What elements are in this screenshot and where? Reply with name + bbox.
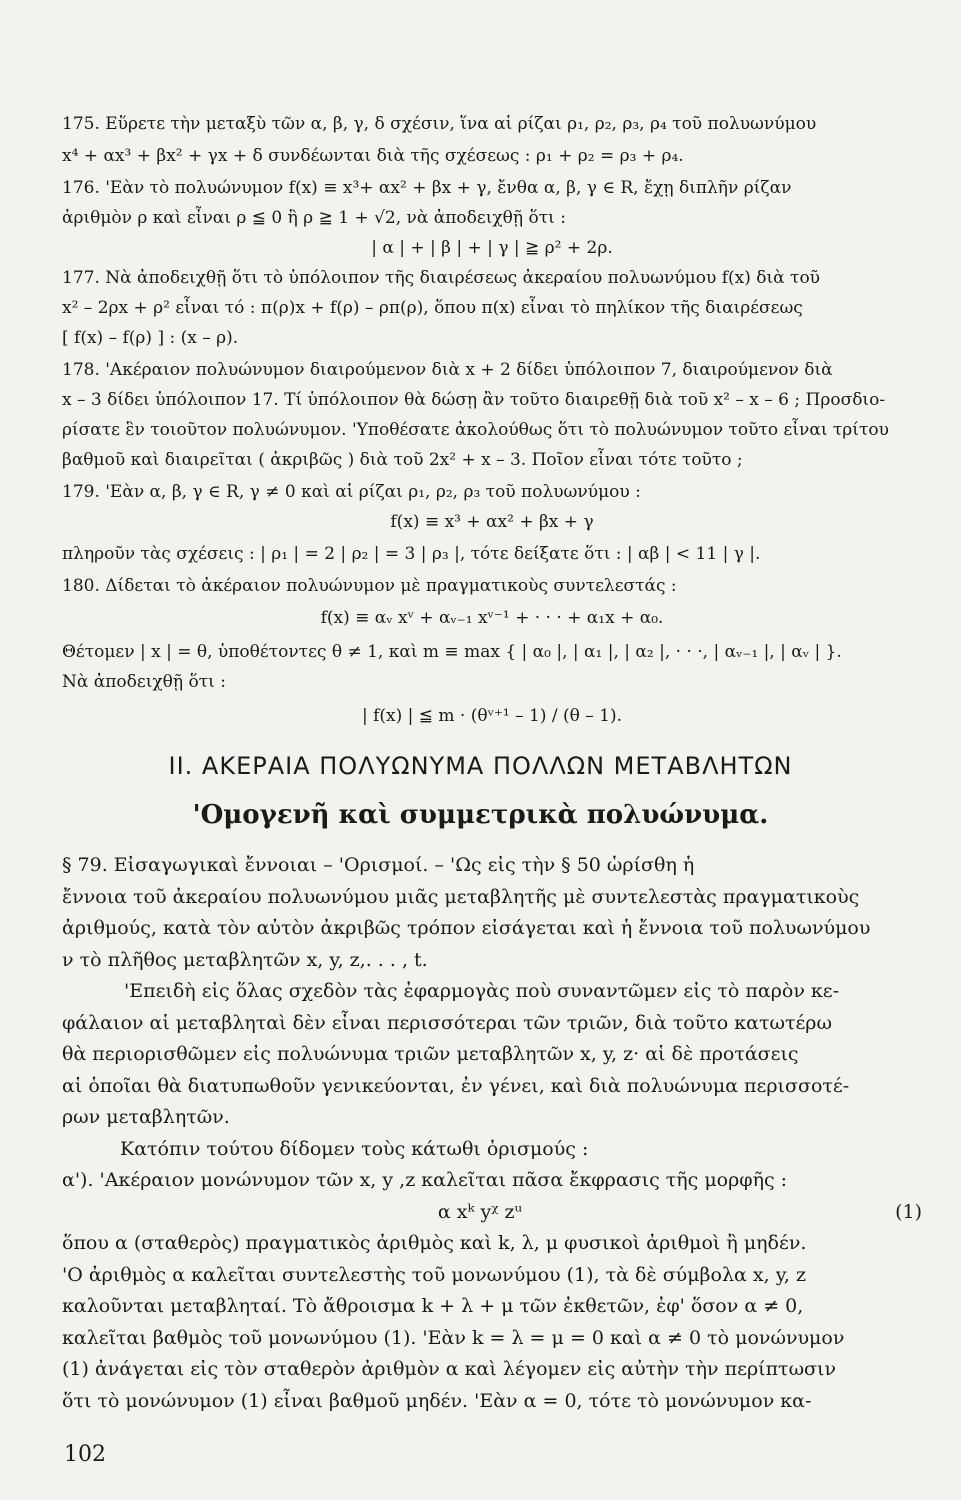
body-line: 'Επειδὴ εἰς ὅλας σχεδὸν τὰς ἐφαρμογὰς ποὺ συναντῶμεν εἰς τὸ παρὸν κε- — [124, 980, 840, 1002]
body-line: (1) ἀνάγεται εἰς τὸν σταθερὸν ἀριθμὸν α καὶ λέγομεν εἰς αὐτὴν τὴν περίπτωσιν — [62, 1358, 837, 1380]
body-line: αἱ ὁποῖαι θὰ διατυπωθοῦν γενικεύονται, ἐν γένει, καὶ διὰ πολυώνυμα περισσοτέ- — [62, 1075, 850, 1097]
body-line: φάλαιον αἱ μεταβληταὶ δὲν εἶναι περισσότεραι τῶν τριῶν, διὰ τοῦτο κατωτέρω — [62, 1012, 832, 1034]
exercise-177-line-3: [ f(x) – f(ρ) ] : (x – ρ). — [62, 328, 239, 348]
exercise-180-inequality: | f(x) | ≦ m · (θᵛ⁺¹ – 1) / (θ – 1). — [361, 706, 623, 726]
section-title: II. ΑΚΕΡΑΙΑ ΠΟΛΥΩΝΥΜΑ ΠΟΛΛΩΝ ΜΕΤΑΒΛΗΤΩΝ — [168, 752, 793, 780]
exercise-178-line-4: βαθμοῦ καὶ διαιρεῖται ( ἀκριβῶς ) διὰ τοῦ 2x² + x – 3. Ποῖον εἶναι τότε τοῦτο ; — [62, 450, 743, 470]
body-line: ἔννοια τοῦ ἀκεραίου πολυωνύμου μιᾶς μεταβλητῆς μὲ συντελεστὰς πραγματικοὺς — [62, 886, 860, 908]
exercise-180-line-1: 180. Δίδεται τὸ ἀκέραιον πολυώνυμον μὲ πραγματικοὺς συντελεστάς : — [62, 576, 677, 596]
exercise-175-line-1: 175. Εὕρετε τὴν μεταξὺ τῶν α, β, γ, δ σχέσιν, ἵνα αἱ ρίζαι ρ₁, ρ₂, ρ₃, ρ₄ τοῦ πολυωνύμου — [62, 114, 817, 134]
exercise-178-line-3: ρίσατε ἓν τοιοῦτον πολυώνυμον. 'Υποθέσατε ἀκολούθως ὅτι τὸ πολυώνυμον τοῦτο εἶναι τρίτου — [62, 420, 889, 440]
exercise-176-formula: | α | + | β | + | γ | ≧ ρ² + 2ρ. — [371, 238, 613, 258]
exercise-177-line-1: 177. Νὰ ἀποδειχθῇ ὅτι τὸ ὑπόλοιπον τῆς διαιρέσεως ἀκεραίου πολυωνύμου f(x) διὰ τοῦ — [62, 268, 821, 288]
equation-number: (1) — [895, 1201, 922, 1223]
body-line: ὅπου α (σταθερὸς) πραγματικὸς ἀριθμὸς καὶ k, λ, μ φυσικοὶ ἀριθμοὶ ἢ μηδέν. — [62, 1232, 807, 1254]
paragraph-79-heading-line: § 79. Εἰσαγωγικαὶ ἔννοιαι – 'Ορισμοί. – 'Ως εἰς τὴν § 50 ὡρίσθη ἡ — [62, 854, 695, 876]
exercise-180-formula: f(x) ≡ αᵥ xᵛ + αᵥ₋₁ xᵛ⁻¹ + · · · + α₁x + α₀. — [320, 608, 664, 628]
page-number: 102 — [64, 1442, 106, 1467]
exercise-180-line-2: Θέτομεν | x | = θ, ὑποθέτοντες θ ≠ 1, καὶ m ≡ max { | α₀ |, | α₁ |, | α₂ |, · · ·, | αᵥ₋₁ |, | αᵥ | }. — [62, 642, 842, 662]
exercise-176-line-1: 176. 'Εὰν τὸ πολυώνυμον f(x) ≡ x³+ αx² + βx + γ, ἔνθα α, β, γ ∈ R, ἔχῃ διπλῆν ρίζαν — [62, 178, 792, 198]
body-line: ρων μεταβλητῶν. — [62, 1106, 230, 1128]
monomial-formula: α xᵏ yᵡ zᵘ — [437, 1201, 523, 1223]
body-line: Κατόπιν τούτου δίδομεν τοὺς κάτωθι ὁρισμούς : — [120, 1138, 589, 1160]
body-line: καλεῖται βαθμὸς τοῦ μονωνύμου (1). 'Εὰν k = λ = μ = 0 καὶ α ≠ 0 τὸ μονώνυμον — [62, 1327, 845, 1349]
body-line: θὰ περιορισθῶμεν εἰς πολυώνυμα τριῶν μεταβλητῶν x, y, z· αἱ δὲ προτάσεις — [62, 1043, 799, 1065]
definition-a-line: α'). 'Ακέραιον μονώνυμον τῶν x, y ,z καλεῖται πᾶσα ἔκφρασις τῆς μορφῆς : — [62, 1169, 788, 1191]
body-line: ν τὸ πλῆθος μεταβλητῶν x, y, z,. . . , t. — [62, 949, 428, 971]
exercise-180-line-3: Νὰ ἀποδειχθῇ ὅτι : — [62, 672, 226, 692]
exercise-178-line-1: 178. 'Ακέραιον πολυώνυμον διαιρούμενον διὰ x + 2 δίδει ὑπόλοιπον 7, διαιρούμενον διὰ — [62, 360, 833, 380]
exercise-179-line-2: πληροῦν τὰς σχέσεις : | ρ₁ | = 2 | ρ₂ | = 3 | ρ₃ |, τότε δείξατε ὅτι : | αβ | < 11 | γ |. — [62, 544, 761, 564]
body-line: καλοῦνται μεταβληταί. Τὸ ἄθροισμα k + λ + μ τῶν ἐκθετῶν, ἐφ' ὅσον α ≠ 0, — [62, 1295, 804, 1317]
exercise-177-line-2: x² – 2ρx + ρ² εἶναι τό : π(ρ)x + f(ρ) – ρπ(ρ), ὅπου π(x) εἶναι τὸ πηλίκον τῆς διαιρέσεως — [62, 298, 803, 318]
exercise-179-line-1: 179. 'Εὰν α, β, γ ∈ R, γ ≠ 0 καὶ αἱ ρίζαι ρ₁, ρ₂, ρ₃ τοῦ πολυωνύμου : — [62, 482, 641, 502]
exercise-178-line-2: x – 3 δίδει ὑπόλοιπον 17. Τί ὑπόλοιπον θὰ δώσῃ ἂν τοῦτο διαιρεθῇ διὰ τοῦ x² – x – 6 ; Προσδιο- — [62, 390, 886, 410]
exercise-176-line-2: ἀριθμὸν ρ καὶ εἶναι ρ ≦ 0 ἢ ρ ≧ 1 + √2, νὰ ἀποδειχθῇ ὅτι : — [62, 208, 566, 228]
exercise-179-formula: f(x) ≡ x³ + αx² + βx + γ — [390, 512, 594, 532]
body-line: 'Ο ἀριθμὸς α καλεῖται συντελεστὴς τοῦ μονωνύμου (1), τὰ δὲ σύμβολα x, y, z — [62, 1264, 806, 1286]
body-line: ὅτι τὸ μονώνυμον (1) εἶναι βαθμοῦ μηδέν. 'Εὰν α = 0, τότε τὸ μονώνυμον κα- — [62, 1390, 812, 1412]
subsection-title: 'Ομογενῆ καὶ συμμετρικὰ πολυώνυμα. — [192, 800, 769, 830]
exercise-175-line-2: x⁴ + αx³ + βx² + γx + δ συνδέωνται διὰ τῆς σχέσεως : ρ₁ + ρ₂ = ρ₃ + ρ₄. — [62, 146, 684, 166]
body-line: ἀριθμούς, κατὰ τὸν αὐτὸν ἀκριβῶς τρόπον εἰσάγεται καὶ ἡ ἔννοια τοῦ πολυωνύμου — [62, 917, 871, 939]
